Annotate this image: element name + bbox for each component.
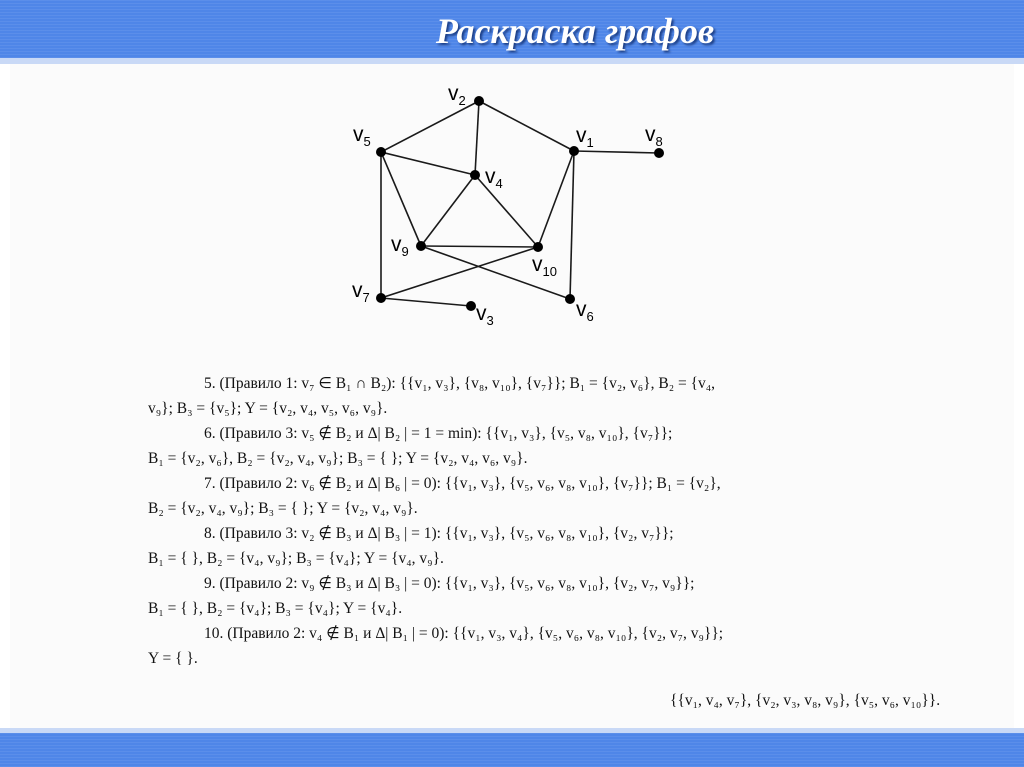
step-8-line-2: B₁ = { }, B₂ = {v₄, v₉}; B₃ = {v₄}; Y = {v₄, v₉}. [148, 550, 444, 567]
step-10 [148, 621, 860, 671]
vertex-v8 [654, 148, 664, 158]
algorithm-steps [148, 371, 860, 671]
edge-v1-v6 [570, 151, 574, 299]
step-8 [148, 521, 860, 571]
vertex-label-v6: $v_6$ [576, 298, 594, 324]
step-10-line-1: 10. (Правило 2: v₄ ∉ B₁ и Δ| B₁ | = 0): {{v₁, v₃, v₄}, {v₅, v₆, v₈, v₁₀}, {v₂, v₇, v₉}}; [204, 625, 724, 642]
step-7-line-1: 7. (Правило 2: v₆ ∉ B₂ и Δ| B₆ | = 0): {{v₁, v₃}, {v₅, v₆, v₈, v₁₀}, {v₇}}; B₁ = {v₂}, [204, 475, 721, 492]
edge-v5-v4 [381, 152, 475, 175]
edge-v1-v8 [574, 151, 659, 153]
vertex-label-v2: $v_2$ [448, 82, 466, 108]
step-6-line-2: B₁ = {v₂, v₆}, B₂ = {v₂, v₄, v₉}; B₃ = { }; Y = {v₂, v₄, v₆, v₉}. [148, 450, 528, 467]
final-coloring-result: {{v₁, v₄, v₇}, {v₂, v₃, v₈, v₉}, {v₅, v₆, v₁₀}}. [670, 692, 941, 709]
step-7-line-2: B₂ = {v₂, v₄, v₉}; B₃ = { }; Y = {v₂, v₄, v₉}. [148, 500, 418, 517]
edge-v2-v1 [479, 101, 574, 151]
vertex-label-v7: $v_7$ [352, 279, 370, 305]
step-9-line-1: 9. (Правило 2: v₉ ∉ B₃ и Δ| B₃ | = 0): {{v₁, v₃}, {v₅, v₆, v₈, v₁₀}, {v₂, v₇, v₉}}; [204, 575, 695, 592]
vertex-v10 [533, 242, 543, 252]
step-5-line-2: v₉}; B₃ = {v₅}; Y = {v₂, v₄, v₅, v₆, v₉}. [148, 400, 388, 417]
graph-nodes [376, 96, 664, 311]
step-9-line-2: B₁ = { }, B₂ = {v₄}; B₃ = {v₄}; Y = {v₄}. [148, 600, 403, 617]
slide-title: Раскраска графов [435, 11, 715, 51]
edge-v1-v10 [538, 151, 574, 247]
edge-v4-v9 [421, 175, 475, 246]
footer-stripe [0, 728, 1024, 733]
vertex-label-v10: $v_{10}$ [532, 253, 557, 279]
vertex-label-v5: $v_5$ [353, 123, 371, 149]
step-5 [148, 371, 860, 421]
edge-v2-v4 [475, 101, 479, 175]
footer-band [0, 728, 1024, 767]
vertex-v4 [470, 170, 480, 180]
step-6 [148, 421, 860, 471]
step-7 [148, 471, 860, 521]
edge-v5-v9 [381, 152, 421, 246]
vertex-v6 [565, 294, 575, 304]
vertex-v1 [569, 146, 579, 156]
step-9 [148, 571, 860, 621]
graph-labels [352, 82, 663, 328]
vertex-label-v8: $v_8$ [645, 123, 663, 149]
vertex-label-v3: $v_3$ [476, 302, 494, 328]
graph-edges [381, 101, 659, 306]
vertex-v5 [376, 147, 386, 157]
vertex-label-v9: $v_9$ [391, 233, 409, 259]
step-10-line-2: Y = { }. [148, 650, 198, 667]
vertex-v7 [376, 293, 386, 303]
edge-v7-v3 [381, 298, 471, 306]
vertex-v2 [474, 96, 484, 106]
step-8-line-1: 8. (Правило 3: v₂ ∉ B₃ и Δ| B₃ | = 1): {{v₁, v₃}, {v₅, v₆, v₈, v₁₀}, {v₂, v₇}}; [204, 525, 674, 542]
vertex-label-v4: $v_4$ [485, 165, 503, 191]
vertex-v3 [466, 301, 476, 311]
vertex-v9 [416, 241, 426, 251]
vertex-label-v1: $v_1$ [576, 124, 594, 150]
step-6-line-1: 6. (Правило 3: v₅ ∉ B₂ и Δ| B₂ | = 1 = min): {{v₁, v₃}, {v₅, v₈, v₁₀}, {v₇}}; [204, 425, 673, 442]
edge-v9-v10 [421, 246, 538, 247]
edge-v2-v5 [381, 101, 479, 152]
step-5-line-1: 5. (Правило 1: v₇ ∈ B₁ ∩ B₂): {{v₁, v₃}, {v₈, v₁₀}, {v₇}}; B₁ = {v₂, v₆}, B₂ = {v₄, [204, 375, 716, 392]
